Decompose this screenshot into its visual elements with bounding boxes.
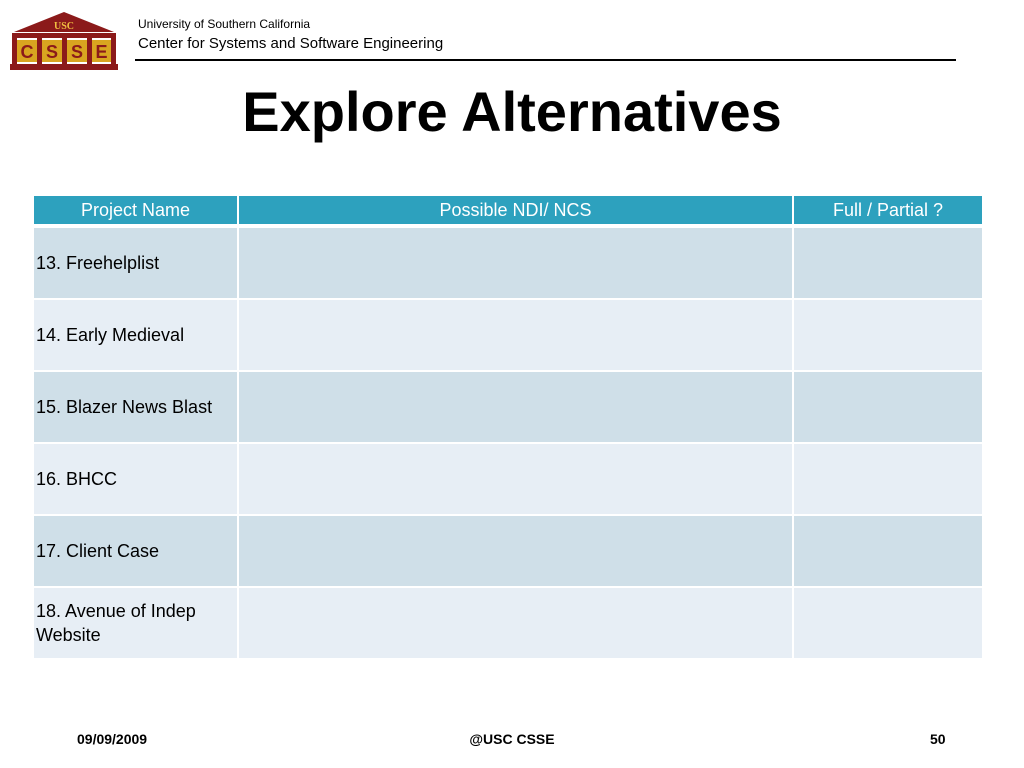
footer-copyright: @USC CSSE: [469, 731, 555, 747]
footer-date: 09/09/2009: [77, 731, 148, 747]
header-divider: [135, 59, 956, 61]
logo-banner-text: USC: [53, 21, 75, 32]
ndi-ncs-cell: [239, 228, 794, 300]
ndi-ncs-cell: [239, 588, 794, 660]
logo-letter-s2: S: [70, 42, 84, 62]
column-header-project-name: Project Name: [34, 196, 239, 228]
column-header-full-partial: Full / Partial ?: [794, 196, 982, 228]
table-header-row: [34, 196, 982, 228]
project-name-cell: 16. BHCC: [34, 444, 239, 516]
table-row: [34, 444, 982, 516]
table-row: [34, 372, 982, 444]
ndi-ncs-cell: [239, 516, 794, 588]
alternatives-table: [34, 196, 982, 660]
ndi-ncs-cell: [239, 300, 794, 372]
full-partial-cell: [794, 372, 982, 444]
project-name-cell: 15. Blazer News Blast: [34, 372, 239, 444]
project-name-cell: 18. Avenue of Indep Website: [34, 588, 239, 660]
usc-csse-logo: [8, 10, 120, 74]
project-name-cell: 17. Client Case: [34, 516, 239, 588]
project-name-cell: 13. Freehelplist: [34, 228, 239, 300]
logo-letter-c: C: [20, 42, 34, 62]
table-row: [34, 588, 982, 660]
full-partial-cell: [794, 444, 982, 516]
org-center-name: Center for Systems and Software Engineering: [138, 35, 444, 52]
project-name-cell: 14. Early Medieval: [34, 300, 239, 372]
ndi-ncs-cell: [239, 372, 794, 444]
full-partial-cell: [794, 588, 982, 660]
org-university-name: University of Southern California: [138, 17, 311, 31]
full-partial-cell: [794, 300, 982, 372]
full-partial-cell: [794, 516, 982, 588]
logo-letter-e: E: [95, 42, 108, 62]
full-partial-cell: [794, 228, 982, 300]
slide-title: Explore Alternatives: [242, 80, 782, 143]
column-header-possible-ndi-ncs: Possible NDI/ NCS: [239, 196, 794, 228]
ndi-ncs-cell: [239, 444, 794, 516]
logo-letter-s1: S: [45, 42, 59, 62]
table-row: [34, 516, 982, 588]
table-row: [34, 228, 982, 300]
footer-page-number: 50: [930, 731, 946, 747]
table-row: [34, 300, 982, 372]
